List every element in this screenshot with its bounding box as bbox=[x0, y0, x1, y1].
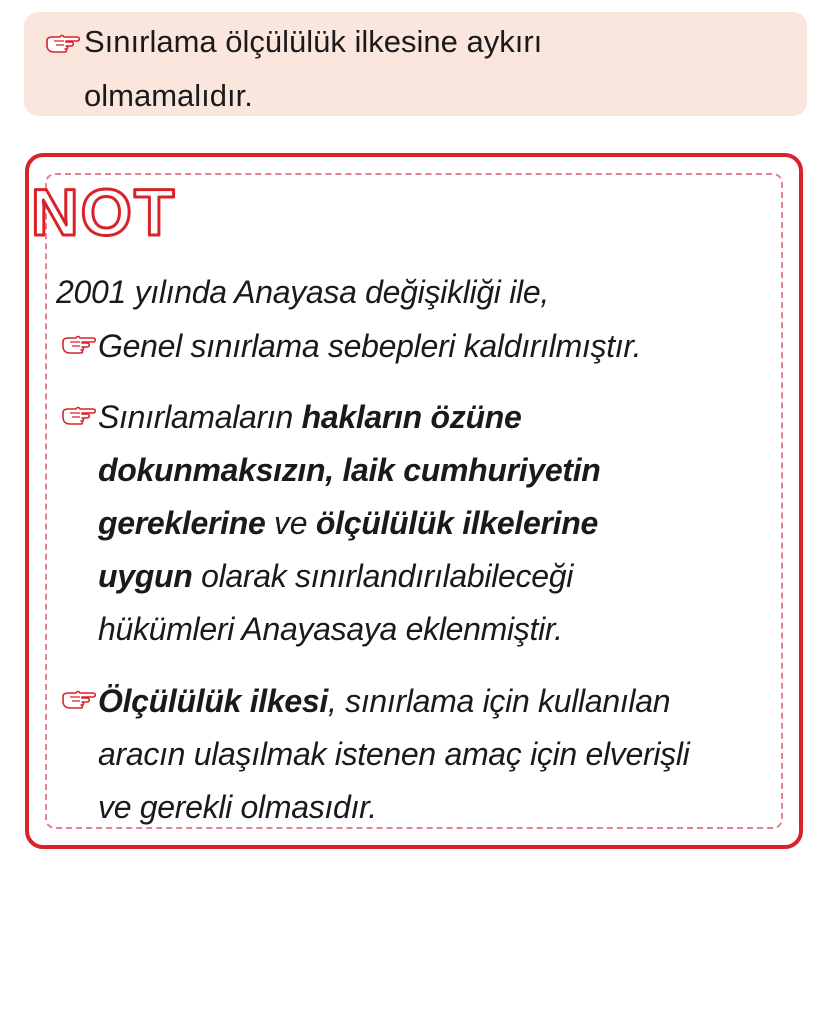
pointing-hand-icon bbox=[62, 689, 96, 711]
note-item-3-line-3: ve gerekli olmasıdır. bbox=[98, 789, 377, 825]
top-box-line-1: Sınırlama ölçülülük ilkesine aykırı bbox=[84, 24, 543, 59]
note-item-2-line-2: dokunmaksızın, laik cumhuriyetin bbox=[98, 452, 601, 488]
note-item-3-line-2: aracın ulaşılmak istenen amaç için elverişli bbox=[98, 736, 690, 772]
pointing-hand-icon bbox=[62, 405, 96, 427]
pointing-hand-icon bbox=[62, 334, 96, 356]
top-box-line-2: olmamalıdır. bbox=[84, 78, 253, 113]
note-item-1: Genel sınırlama sebepleri kaldırılmıştır. bbox=[98, 328, 642, 364]
note-item-2-line-4: uygun olarak sınırlandırılabileceği bbox=[98, 558, 574, 594]
note-title-text: NOT bbox=[31, 175, 177, 245]
note-item-2-line-5: hükümleri Anayasaya eklenmiştir. bbox=[98, 611, 563, 647]
note-title bbox=[27, 173, 207, 245]
note-item-3-line-1: Ölçülülük ilkesi, sınırlama için kullanılan bbox=[98, 683, 671, 719]
note-item-2-line-1: Sınırlamaların hakların özüne bbox=[98, 399, 522, 435]
note-intro: 2001 yılında Anayasa değişikliği ile, bbox=[56, 274, 549, 310]
pointing-hand-icon bbox=[46, 33, 80, 55]
note-item-2-line-3: gereklerine ve ölçülülük ilkelerine bbox=[98, 505, 598, 541]
